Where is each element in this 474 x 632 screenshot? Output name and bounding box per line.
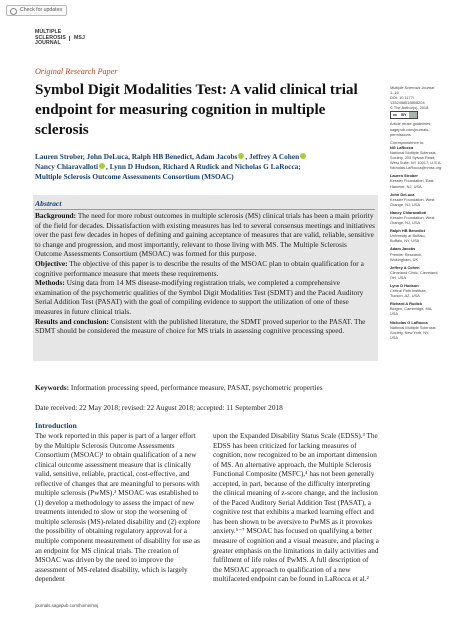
affiliation-line: University at Buffalo, xyxy=(390,233,426,239)
journal-logo-line: MULTIPLE xyxy=(35,29,62,35)
affiliation-author-name: Adam Jacobs xyxy=(390,246,416,252)
check-for-updates-label: Check for updates xyxy=(20,7,63,13)
affiliation-author-name: Nancy Chiaravalloti xyxy=(390,209,427,215)
abstract xyxy=(33,195,378,361)
affiliation-author-name: Lauren Strober xyxy=(390,173,418,179)
orcid-icon[interactable] xyxy=(238,153,244,159)
affiliation-author-name: Jeffrey A Cohen xyxy=(390,264,420,270)
affiliation-item xyxy=(390,283,468,298)
paper-title: Symbol Digit Modalities Test: A valid clinical trial endpoint for measuring cognition in multiple sclerosis xyxy=(35,81,358,138)
crossmark-icon xyxy=(10,8,17,15)
affiliation-line: USA xyxy=(390,334,398,340)
affiliation-item xyxy=(390,246,468,261)
introduction-column-left: The work reported in this paper is part of a larger effort by the Multiple Sclerosis Outcome Assessments Consortium (MSOAC)¹ to obtain qualification of a new clinical outcome assessment measure that is clinically valid, sensitive, reliable, practical, cost-effective, and reflective of changes that are meaningful to persons with multiple sclerosis (PwMS).² MSOAC was established to (1) develop a methodology to assess the impact of new treatments intended to slow or stop the worsening of multiple sclerosis (MS)-related disability and (2) explore the possibility of obtaining regulatory approval for a multiple component measurement of disability for use as an endpoint for MS clinical trials. The creation of MSOAC was driven by the need to improve the assessment of MS-related disability, which is largely dependent xyxy=(35,432,201,584)
affiliation-line: Orange, NJ, USA xyxy=(390,220,421,226)
background-label: Background: xyxy=(35,211,77,220)
affiliation-line: Wokingham, UK xyxy=(390,256,419,262)
cc-by-label: BY xyxy=(401,113,407,118)
affiliation-line: OH, USA xyxy=(390,274,406,280)
authors-text: , Lynn D Hudson, Richard A Rudick and Nicholas G LaRocca; xyxy=(106,162,301,172)
authors-text: Nancy Chiaravalloti xyxy=(35,162,99,172)
article-info-sidebar xyxy=(390,85,468,343)
affiliation-line: Orange, NJ, USA xyxy=(390,201,421,207)
affiliation-line: Premier Research, xyxy=(390,251,423,257)
article-dates: Date received: 22 May 2018; revised: 22 August 2018; accepted: 11 September 2018 xyxy=(35,403,283,412)
keywords-label: Keywords: xyxy=(35,383,70,392)
cc-license-badge[interactable] xyxy=(390,111,418,119)
journal-logo xyxy=(35,29,85,47)
reuse-guidelines: Article reuse guidelines: xyxy=(390,121,432,127)
correspondence-address: National Multiple Sclerosis xyxy=(390,149,436,155)
correspondence-address: West Suite, NY 10017, U.S.A. xyxy=(390,160,442,166)
doi-value[interactable]: 1352458518808204 xyxy=(390,100,425,106)
article-section-type: Original Research Paper xyxy=(35,67,118,76)
introduction-heading: Introduction xyxy=(35,421,77,430)
journal-logo-line: SCLEROSIS xyxy=(35,34,66,41)
affiliation-line: National Multiple Sclerosis xyxy=(390,324,436,330)
correspondence-block xyxy=(390,140,468,171)
abstract-objective xyxy=(35,259,375,278)
affiliation-item xyxy=(390,228,468,243)
affiliation-line: Critical Path Institute, xyxy=(390,288,427,294)
orcid-icon[interactable] xyxy=(99,163,105,169)
journal-url[interactable]: journals.sagepub.com/home/msj xyxy=(35,603,99,608)
correspondence-label: Correspondence to: xyxy=(390,139,425,145)
results-label: Results and conclusion: xyxy=(35,316,109,326)
objective-text: The objective of this paper is to describe the results of the MSOAC plan to obtain qualification for a cognitive performance measure that meets these requirements. xyxy=(35,258,364,278)
page-range: 1–16 xyxy=(390,90,399,96)
affiliation-line: Kessler Foundation, West xyxy=(390,214,435,220)
affiliation-item xyxy=(390,320,468,340)
journal-logo-line: JOURNAL xyxy=(35,40,61,47)
authors-text: , Jeffrey A Cohen xyxy=(245,152,300,161)
affiliation-item xyxy=(390,192,468,207)
affiliation-line: Tucson, AZ, USA xyxy=(390,293,420,299)
affiliation-item xyxy=(390,173,468,188)
affiliation-line: Kessler Foundation, East xyxy=(390,178,434,184)
correspondence-name: NG LaRocca xyxy=(390,144,414,150)
affiliation-author-name: Ralph HB Benedict xyxy=(390,228,426,234)
cc-label: cc xyxy=(393,113,398,118)
abstract-results xyxy=(35,317,375,336)
methods-label: Methods: xyxy=(35,278,65,288)
affiliation-line: Hanover, NJ, USA xyxy=(390,183,422,189)
abstract-methods xyxy=(35,278,375,316)
affiliation-list xyxy=(390,173,468,340)
journal-abbrev: MSJ xyxy=(69,36,85,42)
methods-text: Using data from 14 MS disease-modifying registration trials, we completed a comprehensive examination of the psychometric qualities of the Symbol Digit Modalities Test (SDMT) and the Paced Auditory Serial Addition Test (PASAT) with the goal of compiling evidence to support the utilization of one of these measures in future clinical trials. xyxy=(35,278,364,316)
objective-label: Objective: xyxy=(35,258,68,268)
keywords xyxy=(35,383,375,392)
correspondence-address: Society, 200 Sylvan Road, xyxy=(390,155,436,161)
affiliation-line: Buffalo, NY, USA xyxy=(390,238,420,244)
affiliation-line: Kessler Foundation, West xyxy=(390,196,435,202)
doi-label: DOI: 10.1177/ xyxy=(390,95,414,101)
affiliation-item xyxy=(390,265,468,280)
affiliation-item xyxy=(390,301,468,316)
affiliation-author-name: John DeLuca xyxy=(390,191,415,197)
affiliation-line: Society, New York, NY, xyxy=(390,329,430,335)
correspondence-email[interactable]: Nicholas.LaRocca@nmss.org xyxy=(390,165,442,171)
keywords-text: Information processing speed, performance measure, PASAT, psychometric properties xyxy=(70,383,323,392)
background-text: The need for more robust outcomes in multiple sclerosis (MS) clinical trials has been a main priority of the field for decades. Dissatisfaction with existing measures has led to several consensus meetings and initiatives over the past few decades in hopes of defining and gaining acceptance of measures that are valid, reliable, sensitive to change and progression, and most importantly, relevant to those living with MS. The Multiple Sclerosis Outcome Assessments Consortium (MSOAC) was formed for this purpose. xyxy=(35,211,375,259)
orcid-icon[interactable] xyxy=(300,153,306,159)
results-text: Consistent with the published literature, the SDMT proved superior to the PASAT. The SDMT should be considered the measure of choice for MS trials in assessing cognitive processing speed. xyxy=(35,316,366,336)
reuse-link[interactable]: sagepub.com/journals- xyxy=(390,126,430,132)
affiliation-author-name: Nicholas G LaRocca xyxy=(390,319,428,325)
affiliation-line: Cleveland Clinic, Cleveland, xyxy=(390,269,439,275)
affiliation-author-name: Richard A Rudick xyxy=(390,301,423,307)
copyright-notice: © The Author(s), 2018. xyxy=(390,105,430,111)
consortium-name: Multiple Sclerosis Outcome Assessments Consortium (MSOAC) xyxy=(35,172,234,182)
reuse-link[interactable]: permissions xyxy=(390,131,411,137)
abstract-heading: Abstract xyxy=(35,199,375,210)
affiliation-author-name: Lynn D Hudson xyxy=(390,283,419,288)
sidebar-journal-name: Multiple Sclerosis Journal xyxy=(390,85,435,90)
affiliation-item xyxy=(390,210,468,225)
affiliation-line: USA xyxy=(390,311,398,317)
abstract-background xyxy=(35,211,375,259)
check-for-updates-badge[interactable] xyxy=(6,5,67,16)
authors-text: Lauren Strober, John DeLuca, Ralph HB Benedict, Adam Jacobs xyxy=(35,152,238,161)
author-list xyxy=(35,152,370,183)
publication-info xyxy=(390,85,468,137)
introduction-column-right: upon the Expanded Disability Status Scale (EDSS).³ The EDSS has been criticized for lacking measures of cognition, now recognized to be an important dimension of MS. An alternative approach, the Multiple Sclerosis Functional Composite (MSFC),⁴ has not been generally accepted, in part, because of the difficulty interpreting the clinical meaning of z-score change, and the inclusion of the Paced Auditory Serial Addition Test (PASAT), a cognitive test that exhibits a marked learning effect and has been shown to be aversive to PwMS as it provokes anxiety.⁵⁻⁷ MSOAC has focused on qualifying a better measure of cognition and a visual measure, and placing a greater emphasis on the limitations in daily activities and fulfilment of life roles of PwMS. A full description of the MSOAC approach to qualification of a new multifaceted endpoint can be found in LaRocca et al.² xyxy=(213,432,379,584)
affiliation-line: Biogen, Cambridge, MA, xyxy=(390,306,433,312)
